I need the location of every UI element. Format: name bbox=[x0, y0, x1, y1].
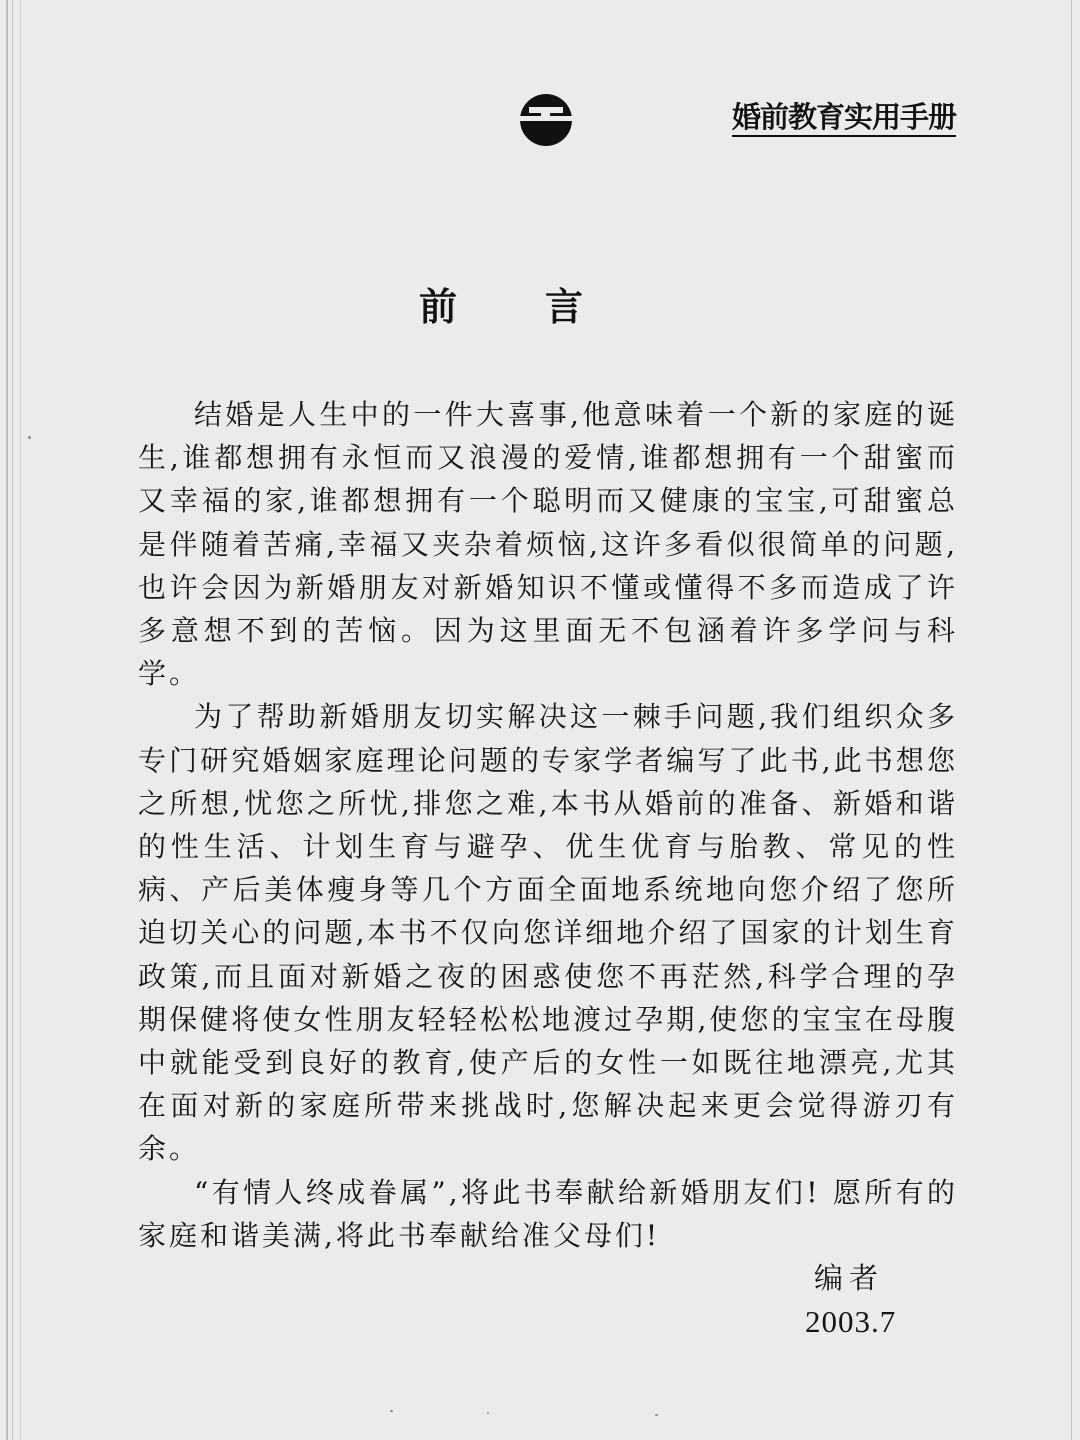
preface-paragraph: “有情人终成眷属”,将此书奉献给新婚朋友们! 愿所有的家庭和谐美满,将此书奉献给准父母们! bbox=[138, 1175, 958, 1252]
scan-speck bbox=[487, 1412, 489, 1414]
preface-body bbox=[138, 393, 958, 1257]
scan-speck bbox=[28, 436, 31, 439]
preface-paragraph: 为了帮助新婚朋友切实解决这一棘手问题,我们组织众多专门研究婚姻家庭理论问题的专家学者编写了此书,此书想您之所想,忧您之所忧,排您之难,本书从婚前的准备、新婚和谐的性生活、计划生育与避孕、优生优育与胎教、常见的性病、产后美体瘦身等几个方面全面地系统地向您介绍了您所迫切关心的问题,本书不仅向您详细地介绍了国家的计划生育政策,而且面对新婚之夜的困惑使您不再茫然,科学合理的孕期保健将使女性朋友轻轻松松地渡过孕期,使您的宝宝在母腹中就能受到良好的教育,使产后的女性一如既往地漂亮,尤其在面对新的家庭所带来挑战时,您解决起来更会觉得游刃有余。 bbox=[138, 700, 958, 1166]
page-edge-line bbox=[6, 0, 8, 1440]
page-edge-line bbox=[1071, 0, 1072, 1440]
scan-speck bbox=[390, 1410, 393, 1412]
scan-speck bbox=[655, 1414, 658, 1416]
page-edge-line bbox=[20, 0, 21, 1440]
page-title: 前言 bbox=[418, 285, 671, 329]
author-signature: 编者 bbox=[814, 1261, 885, 1295]
page-edge-line bbox=[12, 0, 13, 1440]
preface-date: 2003.7 bbox=[805, 1304, 897, 1339]
circle-emblem-icon bbox=[519, 93, 573, 147]
running-header-title: 婚前教育实用手册 bbox=[732, 100, 956, 137]
preface-paragraph: 结婚是人生中的一件大喜事,他意味着一个新的家庭的诞生,谁都想拥有永恒而又浪漫的爱情,谁都想拥有一个甜蜜而又幸福的家,谁都想拥有一个聪明而又健康的宝宝,可甜蜜总是伴随着苦痛,幸福又夹杂着烦恼,这许多看似很简单的问题,也许会因为新婚朋友对新婚知识不懂或懂得不多而造成了许多意想不到的苦恼。因为这里面无不包涵着许多学问与科学。 bbox=[138, 398, 958, 691]
